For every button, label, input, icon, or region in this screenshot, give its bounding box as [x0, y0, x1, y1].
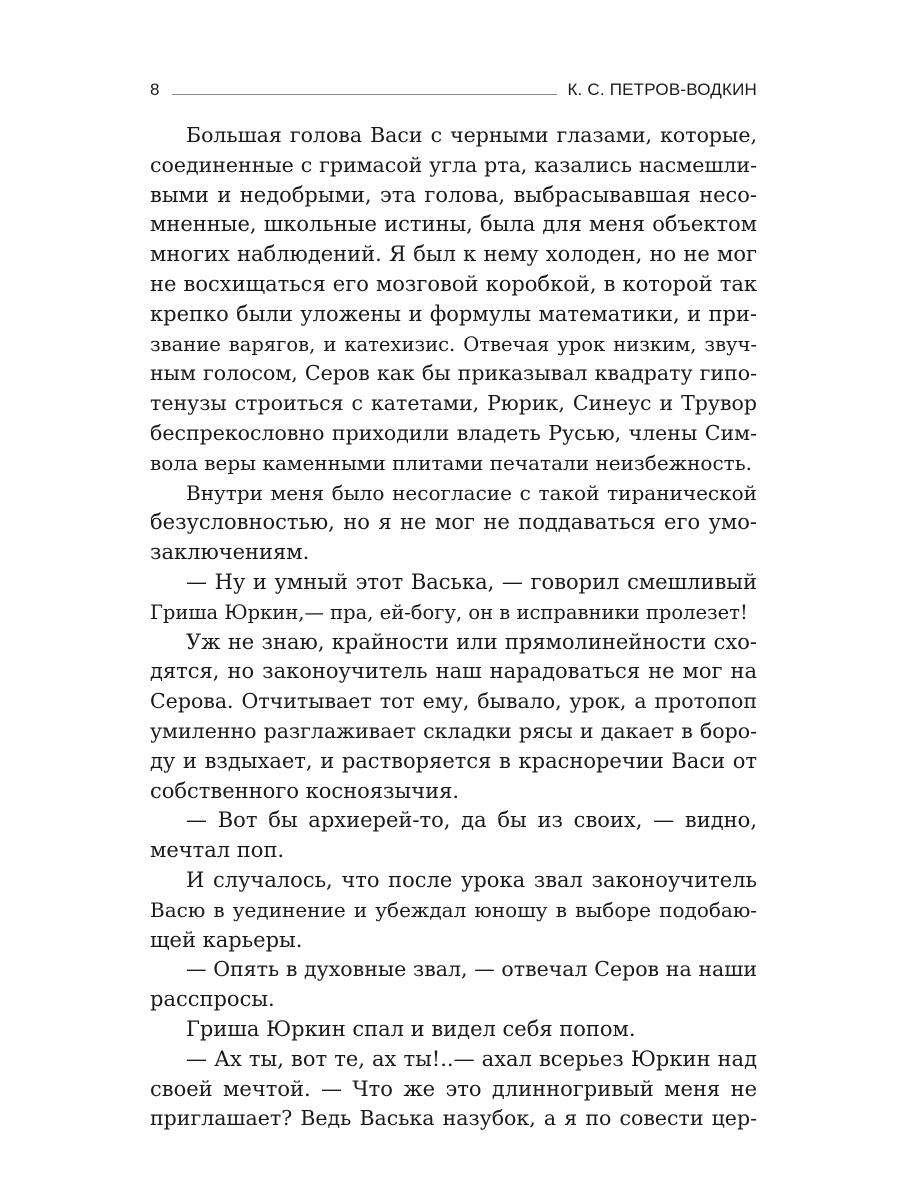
page-header	[150, 76, 757, 100]
text-line: Внутри меня было несогласие с такой тиранической	[186, 480, 757, 505]
text-line: своей мечтой. — Что же это длинногривый меня не	[150, 1076, 757, 1101]
text-line: вола веры каменными плитами печатали неизбежность.	[150, 450, 752, 475]
text-line: щей карьеры.	[150, 927, 303, 952]
text-line: — Ах ты, вот те, ах ты!..— ахал всерьез Юркин над	[186, 1046, 757, 1071]
text-line: дятся, но законоучитель наш нарадоваться не мог на	[150, 659, 757, 684]
text-line: Большая голова Васи с черными глазами, которые,	[186, 123, 757, 147]
text-line: не восхищаться его мозговой коробкой, в которой так	[150, 271, 757, 296]
text-line: соединенные с гримасой угла рта, казались насмешли-	[150, 152, 757, 177]
text-line: тенузы строиться с катетами, Рюрик, Синеус и Трувор	[150, 391, 757, 416]
header-rule	[172, 94, 558, 95]
text-line: Гриша Юркин спал и видел себя попом.	[186, 1016, 636, 1041]
text-line: Васю в уединение и убеждал юношу в выборе подобаю-	[150, 897, 757, 922]
text-line: — Опять в духовные звал, — отвечал Серов на наши	[186, 957, 757, 982]
text-line: И случалось, что после урока звал законоучитель	[186, 867, 757, 892]
text-line: беспрекословно приходили владеть Русью, члены Сим-	[150, 420, 757, 445]
text-line: — Вот бы архиерей-то, да бы из своих, — видно,	[186, 808, 757, 833]
text-line: приглашает? Ведь Васька назубок, а я по совести цер-	[150, 1106, 757, 1131]
text-line: умиленно разглаживает складки рясы и дакает в боро-	[150, 718, 757, 743]
text-line: многих наблюдений. Я был к нему холоден, но не мог	[150, 242, 757, 267]
text-line: собственного косноязычия.	[150, 778, 460, 803]
text-line: безусловностью, но я не мог не поддаваться его умо-	[150, 510, 757, 535]
text-line: заключениям.	[150, 540, 310, 565]
text-line: Гриша Юркин,— пра, ей-богу, он в исправники пролезет!	[150, 600, 748, 624]
page-number: 8	[150, 80, 160, 99]
text-line: Серова. Отчитывает тот ему, бывало, урок, а протопоп	[150, 689, 757, 714]
text-line: звание варягов, и катехизис. Отвечая урок низким, звуч-	[150, 332, 757, 356]
text-line: Уж не знаю, крайности или прямолинейности схо-	[186, 629, 757, 654]
text-line: — Ну и умный этот Васька, — говорил смешливый	[186, 569, 757, 594]
text-line: мечтал поп.	[150, 838, 285, 863]
text-line: мненные, школьные истины, была для меня объектом	[150, 212, 757, 237]
text-line: ду и вздыхает, и растворяется в красноречии Васи от	[150, 748, 757, 773]
text-line: ным голосом, Серов как бы приказывал квадрату гипо-	[150, 361, 757, 386]
text-line: расспросы.	[150, 987, 275, 1012]
text-line: выми и недобрыми, эта голова, выбрасывавшая несо-	[150, 182, 757, 207]
text-line: крепко были уложены и формулы математики, и при-	[150, 301, 757, 326]
body-text	[150, 121, 757, 1134]
running-title: К. С. ПЕТРОВ-ВОДКИН	[567, 80, 757, 99]
